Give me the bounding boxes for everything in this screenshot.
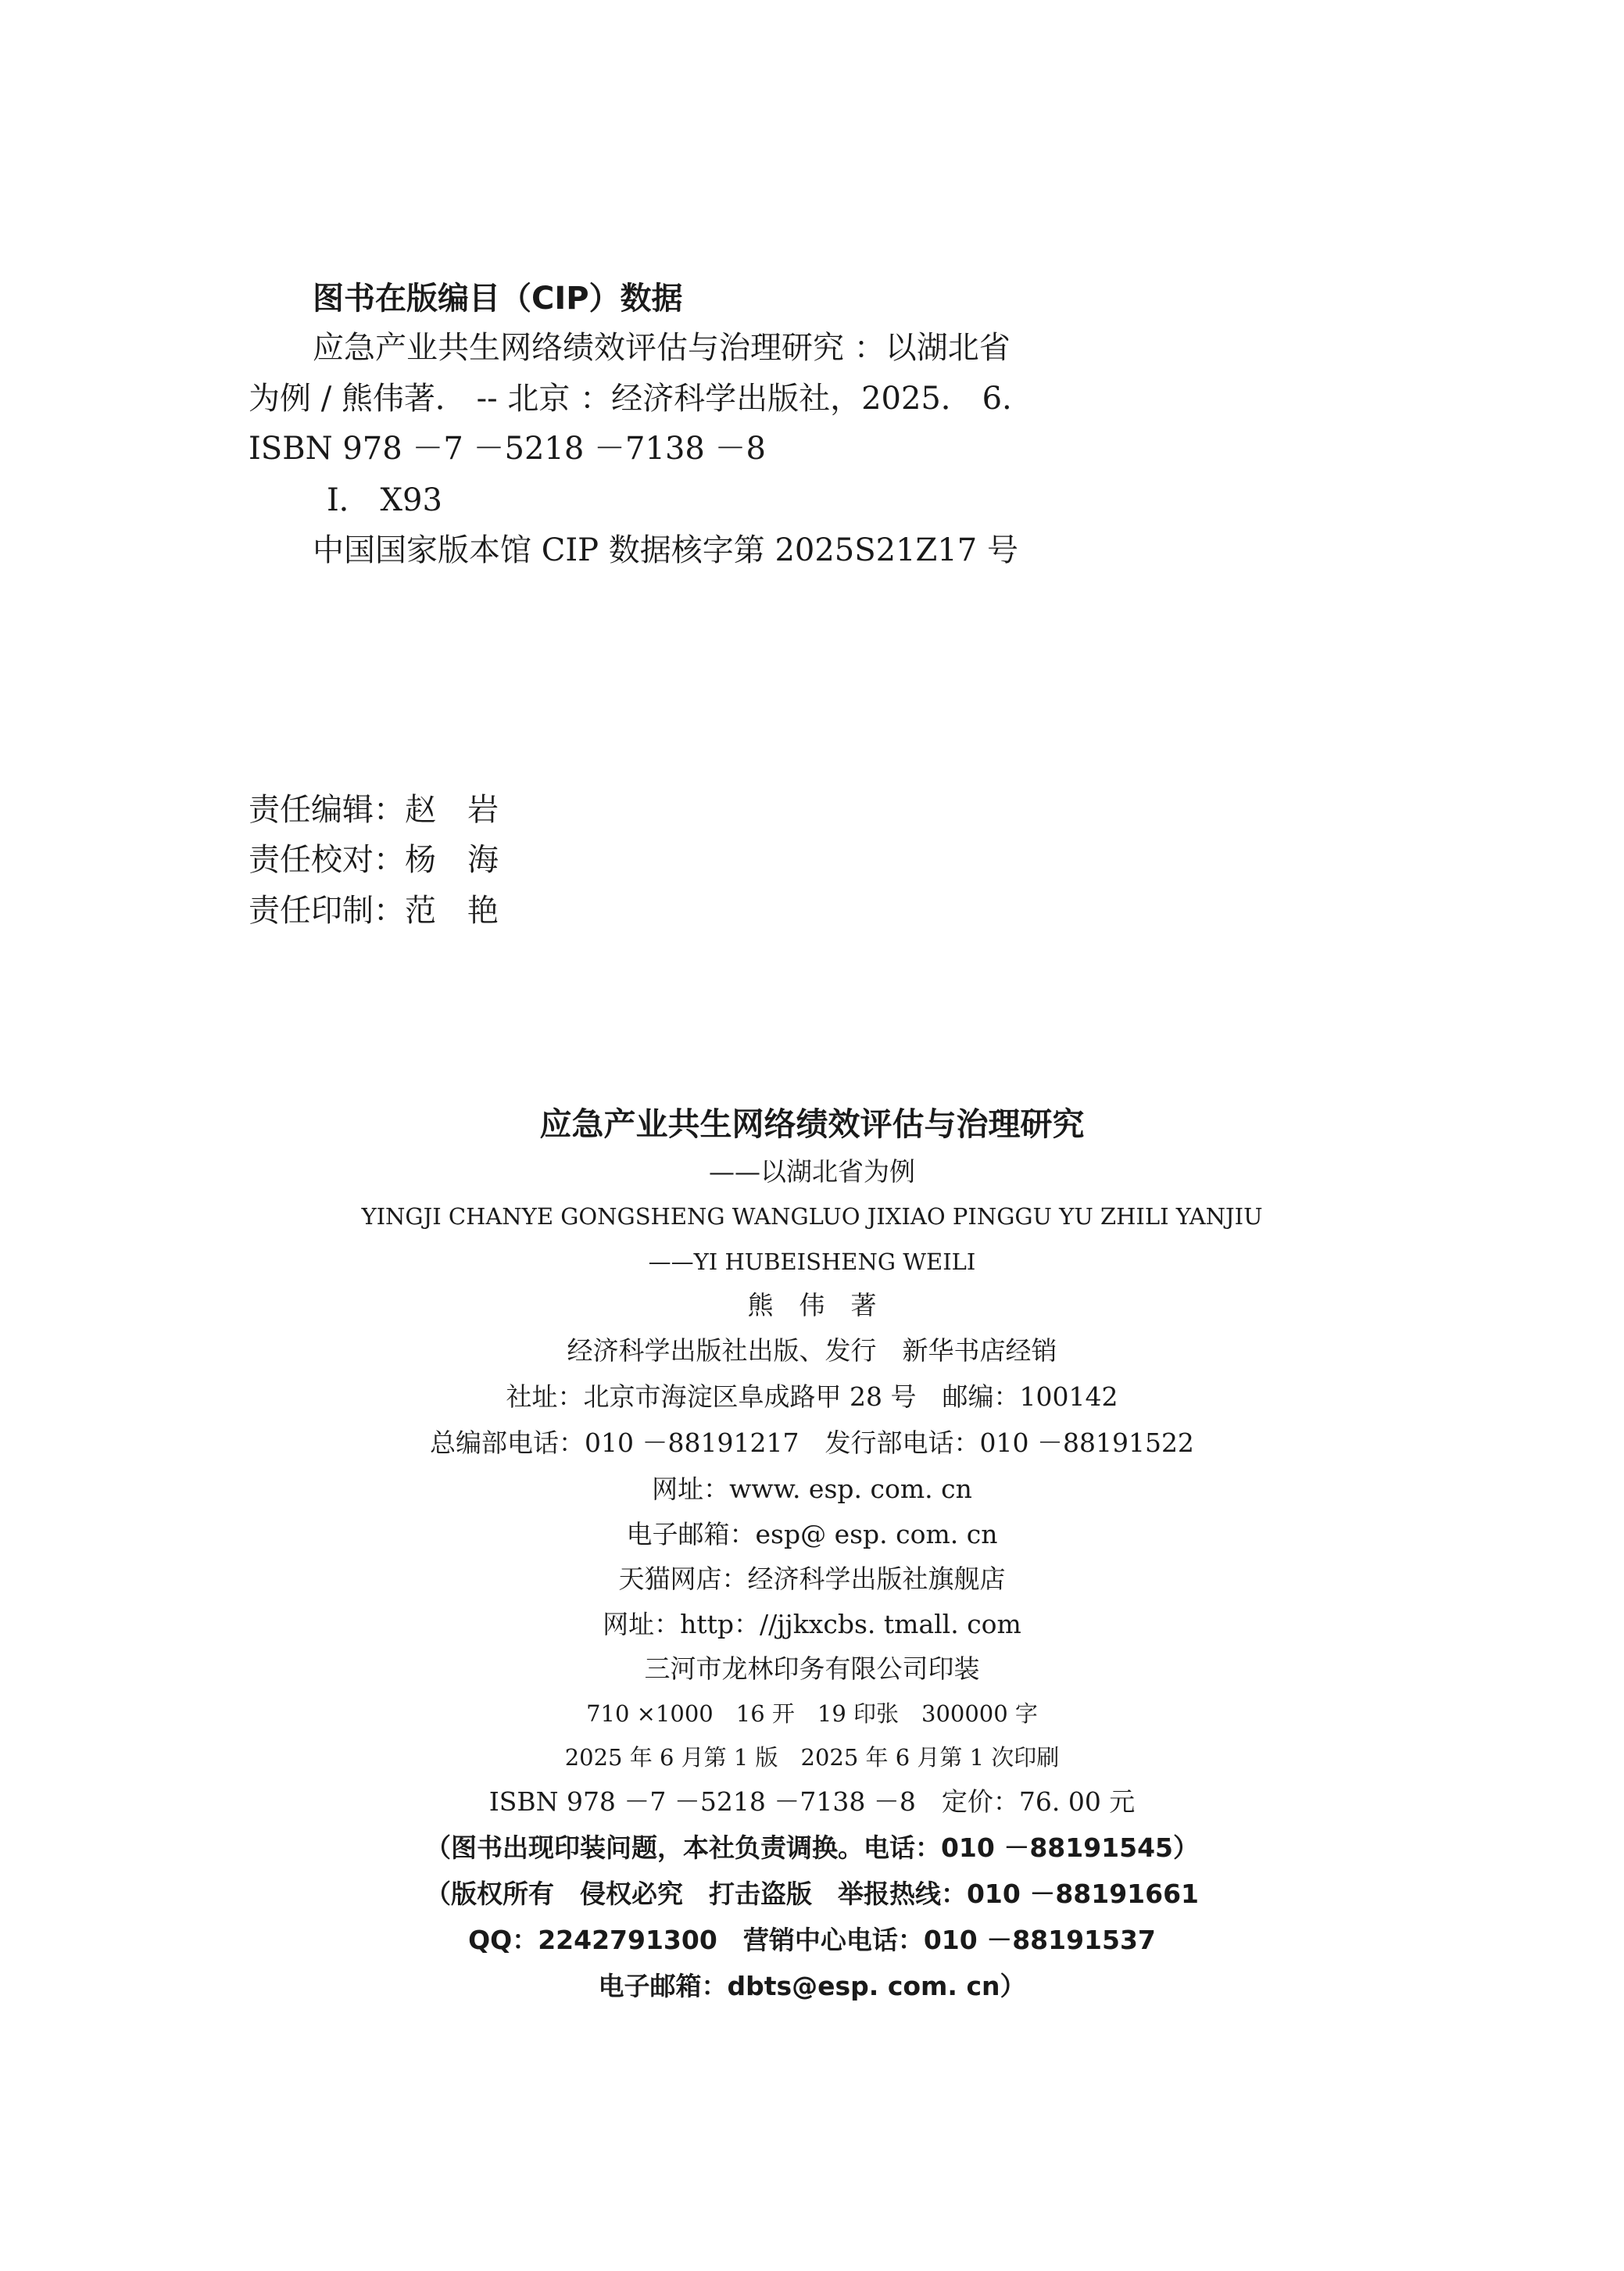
colophon-edition: 2025 年 6 月第 1 版 2025 年 6 月第 1 次印刷: [564, 1744, 1060, 1771]
colophon-printer: 三河市龙林印务有限公司印装: [644, 1653, 980, 1684]
cip-record-number-line: 中国国家版本馆 CIP 数据核字第 2025S21Z17 号: [313, 532, 1018, 568]
colophon-email: 电子邮箱：esp@ esp. com. cn: [626, 1519, 998, 1549]
colophon-title: 应急产业共生网络绩效评估与治理研究: [539, 1105, 1085, 1143]
colophon-publisher: 经济科学出版社出版、发行 新华书店经销: [567, 1335, 1057, 1366]
colophon-notice-contacts: QQ：2242791300 营销中心电话：010 －88191537: [468, 1925, 1156, 1955]
colophon-specs: 710 ×1000 16 开 19 印张 300000 字: [586, 1700, 1038, 1727]
colophon-pinyin-title: YINGJI CHANYE GONGSHENG WANGLUO JIXIAO PINGGU YU ZHILI YANJIU: [361, 1203, 1263, 1230]
cip-title-line: 应急产业共生网络绩效评估与治理研究 ：以湖北省: [313, 330, 1011, 366]
colophon-phones: 总编部电话：010 －88191217 发行部电话：010 －88191522: [430, 1427, 1194, 1458]
colophon-isbn-price: ISBN 978 －7 －5218 －7138 －8 定价：76. 00 元: [488, 1786, 1136, 1817]
colophon-notice-copyright: （版权所有 侵权必究 打击盗版 举报热线：010 －88191661: [424, 1879, 1200, 1909]
staff-proofreader: 责任校对：杨 海: [249, 842, 499, 878]
colophon-tmall-url: 网址：http：//jjkxcbs. tmall. com: [603, 1609, 1021, 1639]
colophon-website: 网址：www. esp. com. cn: [652, 1474, 972, 1504]
colophon-address: 社址：北京市海淀区阜成路甲 28 号 邮编：100142: [506, 1381, 1118, 1412]
cip-classification-line: Ⅰ． X93: [327, 482, 442, 518]
cip-heading: 图书在版编目（CIP）数据: [313, 281, 683, 317]
cip-author-publisher-line: 为例 / 熊伟著． -- 北京 ：经济科学出版社，2025． 6.: [249, 381, 1012, 417]
colophon-author: 熊 伟 著: [747, 1290, 877, 1320]
colophon-tmall-store: 天猫网店：经济科学出版社旗舰店: [618, 1564, 1006, 1594]
colophon-subtitle: ——以湖北省为例: [709, 1156, 915, 1187]
colophon-pinyin-subtitle: ——YI HUBEISHENG WEILI: [648, 1248, 976, 1275]
cip-isbn-line: ISBN 978 －7 －5218 －7138 －8: [249, 431, 767, 467]
colophon-notice-email: 电子邮箱：dbts@esp. com. cn）: [598, 1971, 1026, 2001]
colophon-notice-binding: （图书出现印装问题，本社负责调换。电话：010 －88191545）: [424, 1832, 1200, 1863]
staff-editor: 责任编辑：赵 岩: [249, 792, 499, 828]
staff-printing: 责任印制：范 艳: [249, 893, 499, 929]
